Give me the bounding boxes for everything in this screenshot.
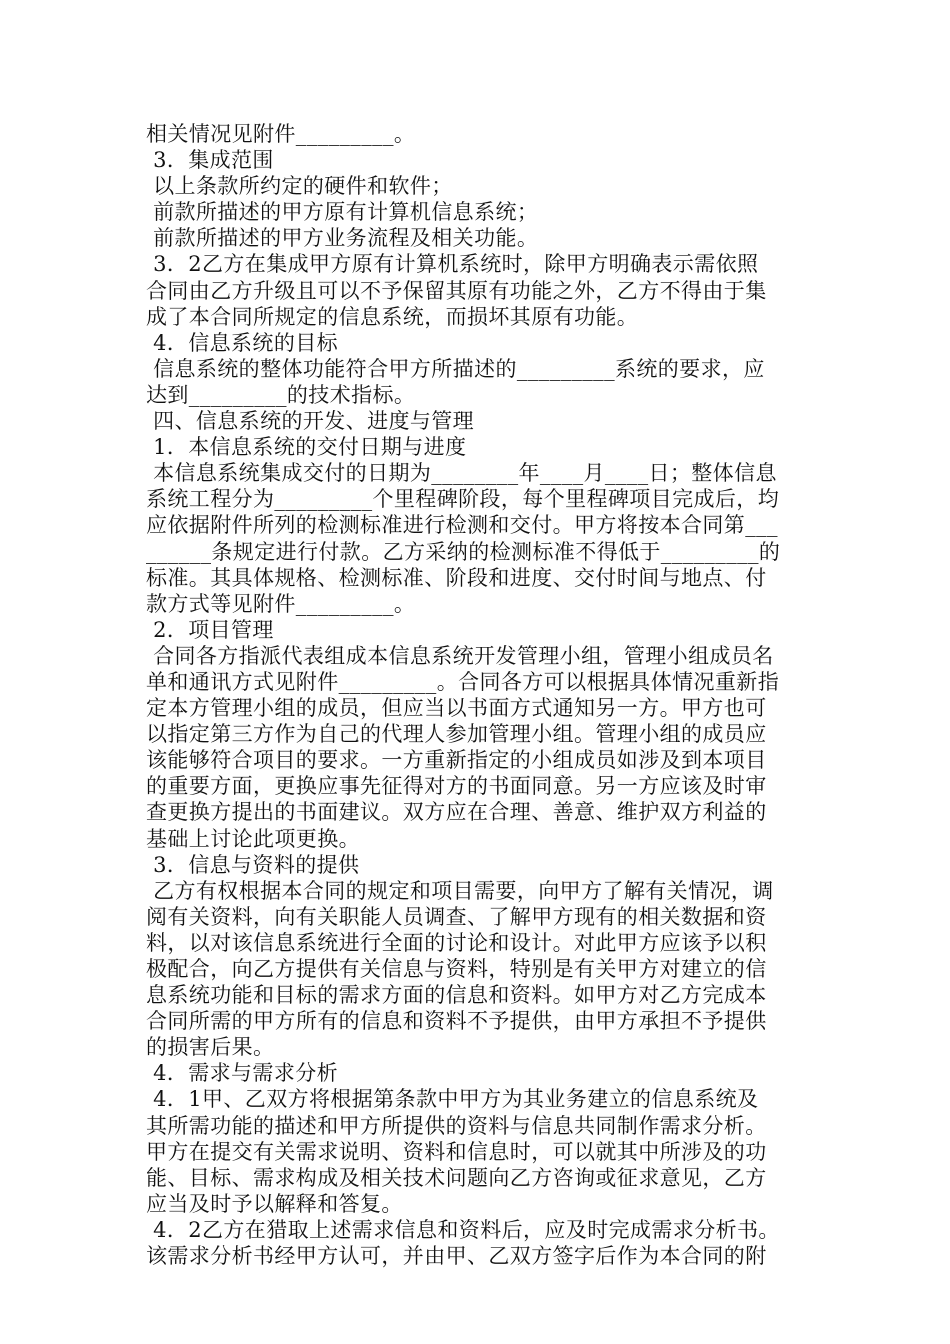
text-line: 应依据附件所列的检测标准进行检测和交付。甲方将按本合同第___ <box>146 513 778 538</box>
text-line: 款方式等见附件_________。 <box>146 591 416 616</box>
text-line: 的损害后果。 <box>146 1035 275 1060</box>
text-line: 4．2乙方在猎取上述需求信息和资料后，应及时完成需求分析书。 <box>146 1217 780 1242</box>
text-line: 定本方管理小组的成员，但应当以书面方式通知另一方。甲方也可 <box>146 696 767 721</box>
text-line: 应当及时予以解释和答复。 <box>146 1191 403 1216</box>
text-line: 以上条款所约定的硬件和软件； <box>146 174 453 199</box>
text-line: 该能够符合项目的要求。一方重新指定的小组成员如涉及到本项目 <box>146 748 767 773</box>
section-heading: 2．项目管理 <box>146 617 274 642</box>
text-line: 4．1甲、乙双方将根据第条款中甲方为其业务建立的信息系统及 <box>146 1087 759 1112</box>
text-line: 相关情况见附件_________。 <box>146 122 416 146</box>
text-line: 合同各方指派代表组成本信息系统开发管理小组，管理小组成员名 <box>146 643 774 668</box>
text-line: 前款所描述的甲方原有计算机信息系统； <box>146 200 539 225</box>
text-line: 达到_________的技术指标。 <box>146 382 416 407</box>
text-line: 系统工程分为_________个里程碑阶段，每个里程碑项目完成后，均 <box>146 487 780 512</box>
section-heading: 1．本信息系统的交付日期与进度 <box>146 435 467 460</box>
text-line: 标准。其具体规格、检测标准、阶段和进度、交付时间与地点、付 <box>146 565 767 590</box>
text-line: 阅有关资料，向有关职能人员调查、了解甲方现有的相关数据和资 <box>146 904 767 929</box>
text-line: 极配合，向乙方提供有关信息与资料，特别是有关甲方对建立的信 <box>146 957 767 981</box>
chapter-heading: 四、信息系统的开发、进度与管理 <box>146 409 475 434</box>
text-line: 乙方有权根据本合同的规定和项目需要，向甲方了解有关情况，调 <box>146 878 774 903</box>
text-line: 的重要方面，更换应事先征得对方的书面同意。另一方应该及时审 <box>146 774 767 799</box>
text-line: 其所需功能的描述和甲方所提供的资料与信息共同制作需求分析。 <box>146 1113 767 1138</box>
section-heading: 3．集成范围 <box>146 148 274 173</box>
section-heading: 4．信息系统的目标 <box>146 330 339 355</box>
text-line: 查更换方提出的书面建议。双方应在合理、善意、维护双方利益的 <box>146 800 767 825</box>
document-page <box>146 121 826 1269</box>
text-line: ______条规定进行付款。乙方采纳的检测标准不得低于_________的 <box>146 539 781 564</box>
text-line: 合同所需的甲方所有的信息和资料不予提供，由甲方承担不予提供 <box>146 1009 767 1034</box>
text-line: 信息系统的整体功能符合甲方所描述的_________系统的要求，应 <box>146 356 765 381</box>
text-line: 甲方在提交有关需求说明、资料和信息时，可以就其中所涉及的功 <box>146 1139 767 1164</box>
text-line: 该需求分析书经甲方认可，并由甲、乙双方签字后作为本合同的附 <box>146 1244 767 1269</box>
text-line: 3．2乙方在集成甲方原有计算机系统时，除甲方明确表示需依照 <box>146 252 759 277</box>
section-heading: 3．信息与资料的提供 <box>146 852 360 877</box>
text-line: 合同由乙方升级且可以不予保留其原有功能之外，乙方不得由于集 <box>146 278 767 303</box>
text-line: 单和通讯方式见附件_________。合同各方可以根据具体情况重新指 <box>146 669 780 694</box>
section-heading: 4．需求与需求分析 <box>146 1061 339 1086</box>
text-line: 本信息系统集成交付的日期为________年____月____日；整体信息 <box>146 461 777 486</box>
text-line: 成了本合同所规定的信息系统，而损坏其原有功能。 <box>146 304 639 329</box>
text-line: 息系统功能和目标的需求方面的信息和资料。如甲方对乙方完成本 <box>146 983 767 1008</box>
text-line: 前款所描述的甲方业务流程及相关功能。 <box>146 226 539 251</box>
text-line: 以指定第三方作为自己的代理人参加管理小组。管理小组的成员应 <box>146 722 767 747</box>
text-line: 料，以对该信息系统进行全面的讨论和设计。对此甲方应该予以积 <box>146 930 767 955</box>
text-line: 基础上讨论此项更换。 <box>146 826 360 851</box>
text-line: 能、目标、需求构成及相关技术问题向乙方咨询或征求意见，乙方 <box>146 1165 767 1190</box>
